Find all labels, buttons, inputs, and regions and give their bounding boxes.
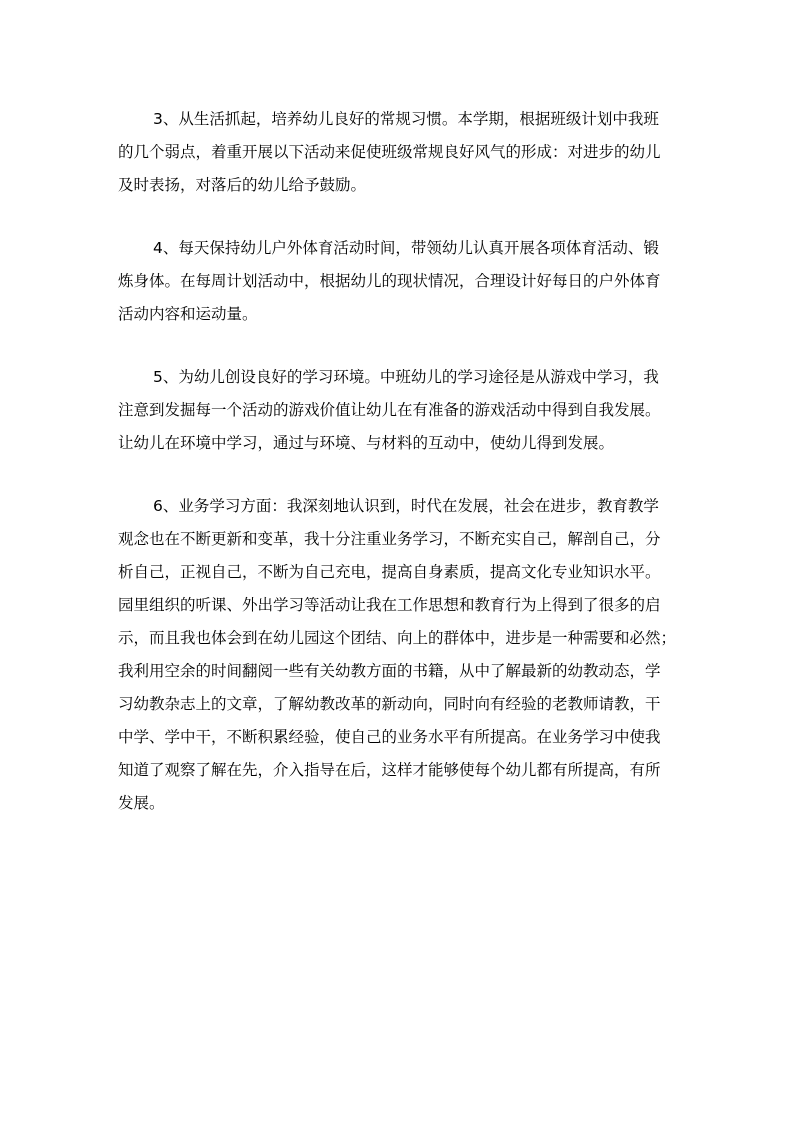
text-line: 习幼教杂志上的文章，了解幼教改革的新动向，同时向有经验的老教师请教，干 [118, 695, 661, 713]
text-line: 4、每天保持幼儿户外体育活动时间，带领幼儿认真开展各项体育活动、锻 [153, 239, 659, 257]
paragraph-6 [118, 490, 678, 820]
text-line: 示，而且我也体会到在幼儿园这个团结、向上的群体中，进步是一种需要和必然； [118, 629, 677, 647]
text-line: 活动内容和运动量。 [118, 305, 258, 323]
text-line: 园里组织的听课、外出学习等活动让我在工作思想和教育行为上得到了很多的启 [118, 596, 661, 614]
text-line: 观念也在不断更新和变革，我十分注重业务学习，不断充实自己，解剖自己，分 [118, 530, 661, 548]
text-line: 知道了观察了解在先，介入指导在后，这样才能够使每个幼儿都有所提高，有所 [118, 761, 661, 779]
text-line: 让幼儿在环境中学习，通过与环境、与材料的互动中，使幼儿得到发展。 [118, 434, 615, 452]
text-line: 的几个弱点，着重开展以下活动来促使班级常规良好风气的形成：对进步的幼儿 [118, 143, 661, 161]
text-line: 3、从生活抓起，培养幼儿良好的常规习惯。本学期，根据班级计划中我班 [153, 110, 659, 128]
paragraph-spacer [118, 331, 678, 361]
text-line: 析自己，正视自己，不断为自己充电，提高自身素质，提高文化专业知识水平。 [118, 563, 661, 581]
text-line: 6、业务学习方面：我深刻地认识到，时代在发展，社会在进步，教育教学 [153, 497, 659, 515]
text-line: 炼身体。在每周计划活动中，根据幼儿的现状情况，合理设计好每日的户外体育 [118, 272, 661, 290]
paragraph-spacer [118, 460, 678, 490]
text-line: 我利用空余的时间翻阅一些有关幼教方面的书籍，从中了解最新的幼教动态，学 [118, 662, 661, 680]
text-line: 发展。 [118, 794, 165, 812]
paragraph-4 [118, 232, 678, 331]
text-line: 及时表扬，对落后的幼儿给予鼓励。 [118, 176, 367, 194]
paragraph-5 [118, 361, 678, 460]
text-line: 中学、学中干，不断积累经验，使自己的业务水平有所提高。在业务学习中使我 [118, 728, 661, 746]
paragraph-spacer [118, 202, 678, 232]
paragraph-3 [118, 103, 678, 202]
text-line: 5、为幼儿创设良好的学习环境。中班幼儿的学习途径是从游戏中学习，我 [153, 368, 659, 386]
document-body [118, 103, 678, 820]
text-line: 注意到发掘每一个活动的游戏价值让幼儿在有准备的游戏活动中得到自我发展。 [118, 401, 661, 419]
